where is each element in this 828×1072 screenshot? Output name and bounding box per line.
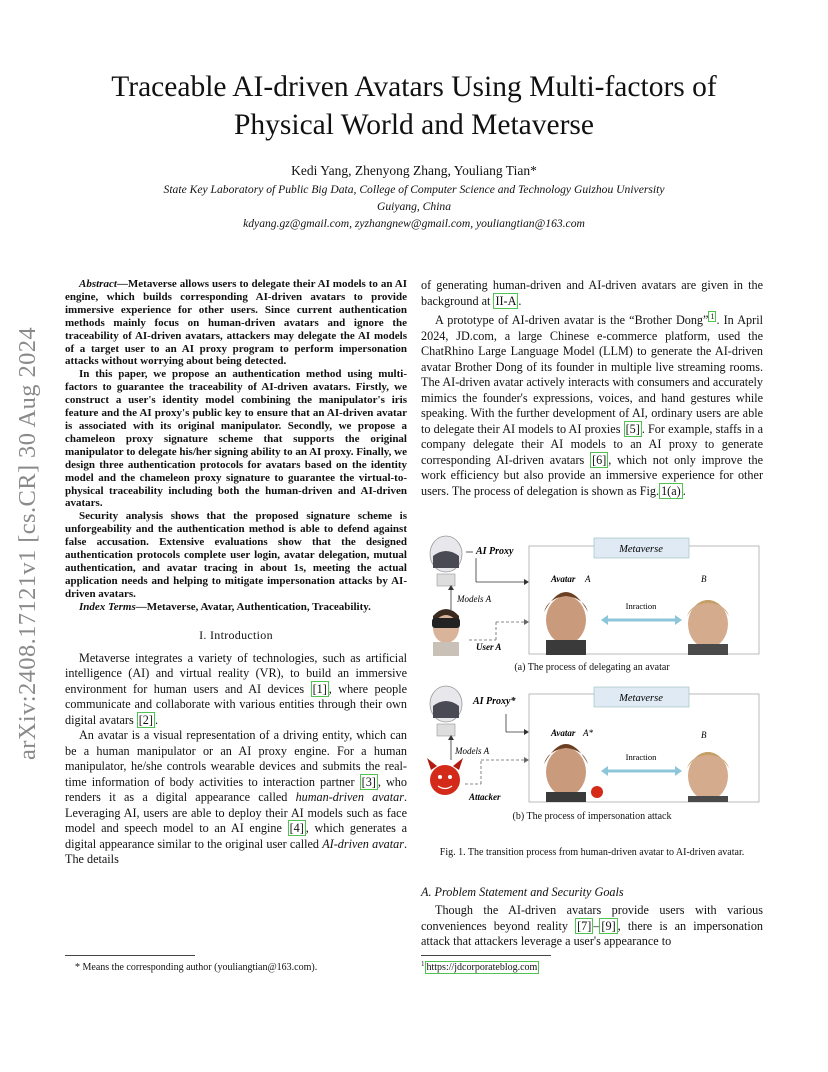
- svg-text:A: A: [585, 574, 591, 584]
- body-paragraph: An avatar is a visual representation of a driving entity, which can be a human manipulator or an AI proxy engine. For a human manipulator, he/she controls wearable devices and submits the real-time information of body activities to interaction partner [3] , who renders it as a digital appearance called human-driven avatar. Leveraging AI, users are able to deploy their AI models such as face model and speech model to an AI engine [4] , which generates a digital appearance similar to the original user called AI-driven avatar. The details: [65, 728, 407, 867]
- abstract-label: Abstract: [79, 278, 117, 290]
- body-paragraph: Though the AI-driven avatars provide users with various conveniences beyond reality [7] – [9] , there is an impersonation attack that attackers leverage a user's appearance to: [421, 903, 764, 948]
- abstract-paragraph: In this paper, we propose an authentication method using multi-factors to guarantee the traceability of AI-driven avatars. Firstly, we construct a user's identity model combining the manipulator's iris feature and the AI proxy's public key to ensure that an AI-driven avatar is associated with its original manipulator. Secondly, we propose a chameleon proxy signature scheme that supports the original manipulator to delegate his/her signing ability to an AI proxy. Finally, we design three authentication protocols for avatars based on the identity model and the chameleon proxy signature to guarantee the virtual-to-physical traceability including both the human-driven and AI-driven avatars.: [65, 368, 407, 510]
- avatar-b-label: B: [701, 574, 707, 584]
- models-label: Models A: [455, 746, 490, 756]
- index-terms: Index Terms—Metaverse, Avatar, Authentication, Traceability.: [79, 600, 371, 613]
- figure-1a-diagram: [421, 532, 763, 657]
- title-line-2: Physical World and Metaverse: [233, 109, 594, 141]
- avatar-label: Avatar: [551, 574, 576, 584]
- citation-link[interactable]: [1]: [312, 681, 327, 696]
- left-column: [65, 278, 407, 868]
- affiliation-city: Guiyang, China: [376, 200, 452, 213]
- footnote-url: $^1$ https://jdcorporateblog.com: [421, 960, 538, 974]
- right-column: [421, 278, 763, 499]
- citation-link[interactable]: [6]: [592, 452, 607, 467]
- paper-title: [40, 68, 788, 144]
- attacker-devil-icon: [427, 758, 463, 795]
- ai-robot-icon: [430, 686, 462, 736]
- body-paragraph: of generating human-driven and AI-driven avatars are given in the background at II-A .: [421, 278, 763, 308]
- metaverse-label: Metaverse: [619, 693, 663, 704]
- avatar-b-image: [687, 600, 729, 655]
- figure-1b-diagram: [421, 684, 763, 806]
- citation-link[interactable]: [7]: [577, 918, 592, 933]
- body-paragraph: A prototype of AI-driven avatar is the “Brother Dong” $^1$ . In April 2024, JD.com, a large Chinese e-commerce platform, used the ChatRhino Large Language Model (LLM) to generate the AI-driven avatar Brother Dong of its founder in multiple live streaming rooms. The AI-driven avatar actively interacts with consumers and accurately mimics the founder's expressions, voices, and hand gestures while speaking. With the further development of AI, ordinary users are able to delegate their AI models to AI proxies [5] . For example, staffs in a company delegate their AI models to an AI proxy to generate corresponding AI-driven avatars [6] , which not only improve the work efficiency but also provide an immersive experience for other users. The process of delegation is shown as Fig. 1(a) .: [421, 312, 763, 498]
- interaction-label: Inraction: [625, 601, 657, 611]
- figure-link[interactable]: 1(a): [661, 483, 681, 498]
- figure-1a-caption: (a) The process of delegating an avatar: [514, 662, 670, 673]
- body-paragraph: Metaverse integrates a variety of technologies, such as artificial intelligence (AI) and virtual reality (VR), to build an immersive environment for human users and AI devices [1] , where people communicate and collaborate with various entities through their own digital avatars [2] .: [65, 650, 407, 727]
- user-a-label: User A: [476, 642, 502, 652]
- footnote-rule: [65, 955, 195, 956]
- author-emails: kdyang.gz@gmail.com, zyzhangnew@gmail.com, youliangtian@163.com: [243, 217, 585, 230]
- author-list: Kedi Yang, Zhenyong Zhang, Youliang Tian*: [291, 163, 537, 178]
- citation-link[interactable]: [5]: [625, 421, 640, 436]
- footnote-url-link[interactable]: https://jdcorporateblog.com: [426, 962, 538, 974]
- section-heading-introduction: I. Introduction: [199, 627, 273, 642]
- attacker-label: Attacker: [469, 792, 501, 802]
- metaverse-label: Metaverse: [619, 544, 663, 555]
- svg-text:A*: A*: [583, 728, 593, 738]
- ai-proxy-star-label: AI Proxy*: [473, 696, 516, 707]
- abstract-paragraph: Abstract—Metaverse allows users to delegate their AI models to an AI engine, which builds corresponding AI-driven avatars to provide immersive experience for other users. Since current authentication methods mainly focus on human-driven avatars and ignore the traceability of AI-driven avatars, attackers may delegate the AI models of a target user to an AI proxy program to perform impersonation attacks without worrying about being detected.: [65, 278, 407, 368]
- devil-icon: [591, 786, 603, 798]
- title-line-1: Traceable AI-driven Avatars Using Multi-factors of: [111, 71, 717, 103]
- citation-link[interactable]: [3]: [361, 774, 376, 789]
- models-label: Models A: [457, 594, 492, 604]
- avatar-b-label: B: [701, 730, 707, 740]
- right-column-lower: [421, 879, 763, 950]
- citation-link[interactable]: [2]: [138, 712, 153, 727]
- citation-link[interactable]: [9]: [601, 918, 616, 933]
- avatar-label: Avatar: [551, 728, 576, 738]
- affiliation: State Key Laboratory of Public Big Data, College of Computer Science and Technology Guizhou University: [163, 183, 665, 196]
- citation-link[interactable]: [4]: [289, 821, 304, 836]
- user-vr-icon: [432, 609, 460, 656]
- abstract-paragraph: Security analysis shows that the proposed signature scheme is unforgeability and the authentication method is able to defend against false accusation. Extensive evaluations show that the designed authentication protocols complete user login, avatar delegation, mutual authentication, and avatar tracing in about 1s, meeting the actual application needs and helping to mitigate impersonation attacks by AI-driven avatars.: [65, 510, 407, 600]
- figure-1-caption: Fig. 1. The transition process from human-driven avatar to AI-driven avatar.: [439, 847, 745, 858]
- ai-robot-icon: [430, 536, 462, 586]
- section-link[interactable]: II-A: [495, 293, 517, 308]
- arxiv-identifier: arXiv:2408.17121v1 [cs.CR] 30 Aug 2024: [14, 326, 41, 760]
- subsection-heading: A. Problem Statement and Security Goals: [421, 885, 624, 899]
- footnote-link[interactable]: 1: [710, 312, 715, 321]
- interaction-label: Inraction: [625, 752, 657, 762]
- figure-1b-caption: (b) The process of impersonation attack: [512, 811, 672, 822]
- footnote-corresponding-author: * Means the corresponding author (youliangtian@163.com).: [75, 962, 318, 973]
- ai-proxy-label: AI Proxy: [476, 546, 514, 557]
- footnote-rule: [421, 955, 551, 956]
